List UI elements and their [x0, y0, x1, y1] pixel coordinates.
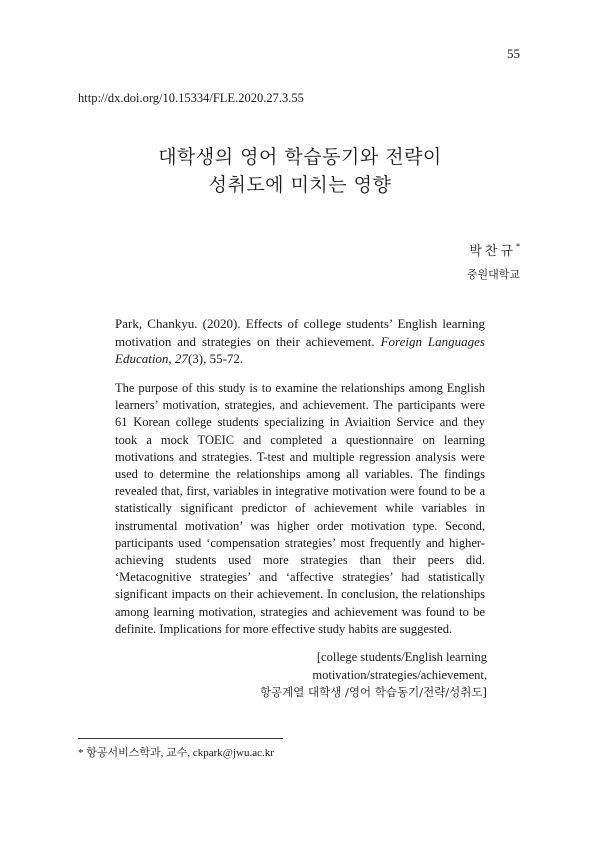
- keywords-line-3: 항공계열 대학생 /영어 학습동기/전략/성취도]: [259, 685, 487, 699]
- keywords-line-2: motivation/strategies/achievement,: [312, 667, 487, 682]
- author-name: 박찬규*: [469, 242, 520, 259]
- page-number: 55: [507, 46, 520, 61]
- title-line-2: 성취도에 미치는 영향: [208, 174, 392, 196]
- citation-tail: (3), 55-72.: [187, 351, 244, 366]
- citation: [115, 315, 485, 368]
- abstract: The purpose of this study is to examine the relationships among English learners’ motivation, strategies, and achievement. The participants were 61 Korean college students specializing in Aviaition Service and they took a mock TOEIC and completed a questionnaire on learning motivations and strategies. T-test and multiple regression analysis were used to determine the relationships among all variables. The findings revealed that, first, variables in integrative motivation were found to be a statistically significant predictor of achievement while variables in instrumental motivation’ was higher order motivation type. Second, participants used ‘compensation strategies’ most frequently and higher-achieving students used more strategies than their peers did. ‘Metacognitive strategies’ and ‘affective strategies’ had statistically significant impacts on their achievement. In conclusion, the relationships among learning motivation, strategies and achievement was found to be definite. Implications for more effective study habits are suggested.: [115, 381, 485, 636]
- footnote: * 항공서비스학과, 교수, ckpark@jwu.ac.kr: [78, 747, 274, 759]
- keywords-line-1: [college students/English learning: [316, 650, 487, 664]
- author-footnote-mark: *: [516, 242, 520, 252]
- citation-journal: Foreign Languages Education, 27: [115, 333, 485, 366]
- author-block: [467, 240, 520, 282]
- doi-link[interactable]: http://dx.doi.org/10.15334/FLE.2020.27.3.55: [78, 91, 304, 105]
- citation-text: Park, Chankyu. (2020). Effects of college students’ English learning motivation and strategies on their achievement.: [115, 316, 485, 349]
- author-affiliation: 중원대학교: [466, 268, 520, 281]
- footnote-divider: [78, 738, 283, 739]
- keywords: [260, 649, 487, 702]
- paper-title: [0, 143, 600, 199]
- title-line-1: 대학생의 영어 학습동기와 전략이: [158, 146, 442, 168]
